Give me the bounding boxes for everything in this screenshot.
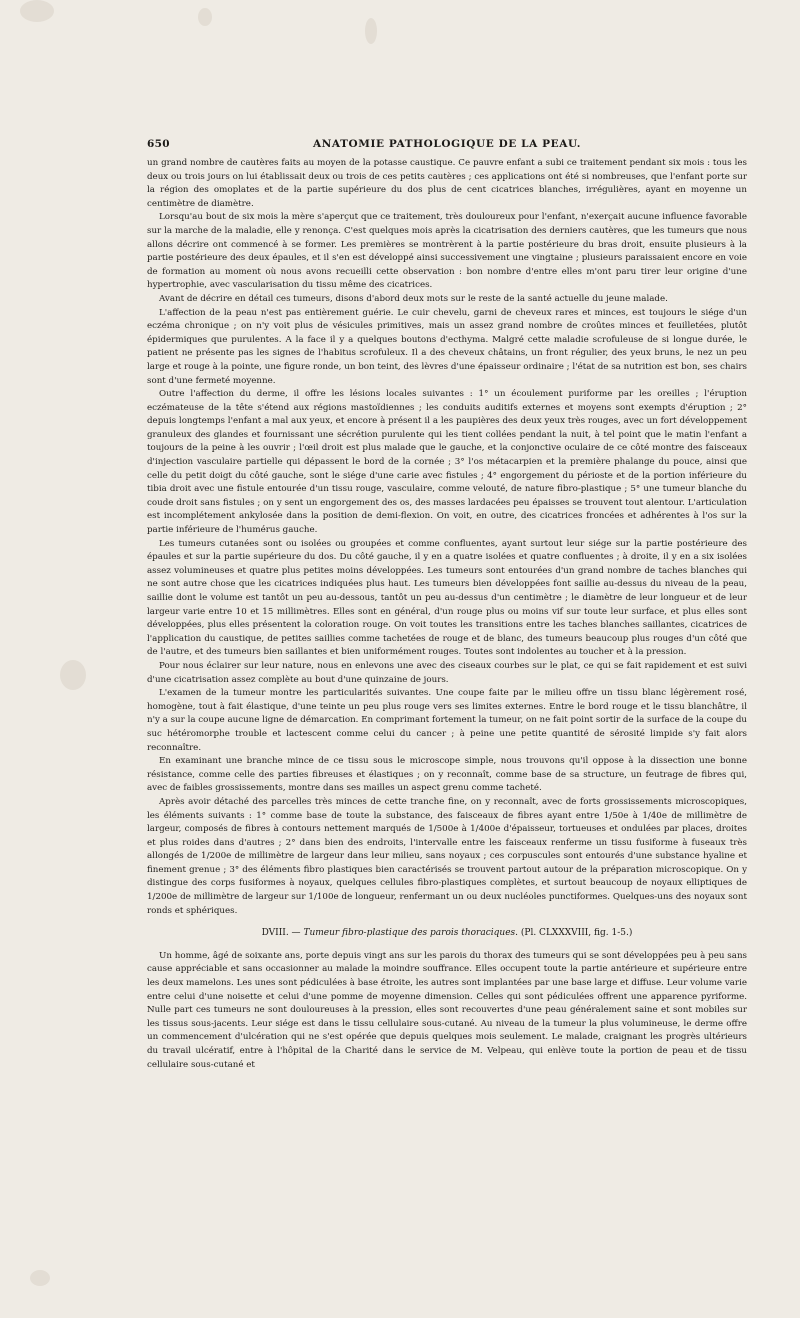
body-text: [147, 157, 747, 1117]
running-title: ANATOMIE PATHOLOGIQUE DE LA PEAU.: [312, 138, 582, 150]
section-heading: [147, 927, 747, 941]
paper-stain: [198, 8, 212, 26]
paper-stain: [60, 660, 86, 690]
paragraph: un grand nombre de cautères faits au moyen de la potasse caustique. Ce pauvre enfant a subi ce traitement pendant six mois : tous les deux ou trois jours on lui établissait deux ou trois de ces petits cautères ; ces applications ont été si nombreuses, que l'enfant porte sur la région des omoplates et de la partie supérieure du dos plus de cent cicatrices blanches, irrégulières, ayant en moyenne un centimètre de diamètre.: [147, 158, 747, 209]
paragraph: Un homme, âgé de soixante ans, porte depuis vingt ans sur les parois du thorax des tumeurs qui se sont développées peu à peu sans cause appréciable et sans occasionner au malade la moindre souffrance. Elles occupent toute la partie antérieure et supérieure entre les deux mamelons. Les unes sont pédiculées à base étroite, les autres sont implantées par une base large et diffuse. Leur volume varie entre celui d'une noisette et celui d'une pomme de moyenne dimension. Celles qui sont pédiculées offrent une apparence pyriforme. Nulle part ces tumeurs ne sont douloureuses à la pression, elles sont recouvertes d'une peau généralement saine et sont mobiles sur les tissus sous-jacents. Leur siége est dans le tissu cellulaire sous-cutané. Au niveau de la tumeur la plus volumineuse, le derme offre un commencement d'ulcération qui ne s'est opérée que depuis quelques mois seulement. Le malade, craignant les progrès ultérieurs du travail ulcératif, entre à l'hôpital de la Charité dans le service de M. Velpeau, qui enlève toute la portion de peau et de tissu cellulaire sous-cutané et: [147, 950, 747, 1070]
paragraph: L'affection de la peau n'est pas entièrement guérie. Le cuir chevelu, garni de cheveux rares et minces, est toujours le siége d'un eczéma chronique ; on n'y voit plus de vésicules primitives, mais un assez grand nombre de croûtes minces et feuilletées, plutôt épidermiques que purulentes. A la face il y a quelques boutons d'ecthyma. Malgré cette maladie scrofuleuse de si longue durée, le patient ne présente pas les signes de l'habitus scrofuleux. Il a des cheveux châtains, un front régulier, des yeux bruns, le nez un peu large et rouge à la pointe, une figure ronde, un bon teint, des lèvres d'une épaisseur ordinaire ; l'état de sa nutrition est bon, ses chairs sont d'une fermeté moyenne.: [147, 307, 747, 386]
paragraph: L'examen de la tumeur montre les particularités suivantes. Une coupe faite par le milieu offre un tissu blanc légèrement rosé, homogène, tout à fait élastique, d'une teinte un peu plus rouge vers ses limites externes. Entre le bord rouge et le tissu blanchâtre, il n'y a sur la coupe aucune ligne de démarcation. En comprimant fortement la tumeur, on ne fait point sortir de la surface de la coupe du suc hétéromorphe trouble et lactescent comme celui du cancer ; à peine une petite quantité de sérosité limpide s'y fait alors reconnaître.: [147, 688, 747, 753]
paragraph: Après avoir détaché des parcelles très minces de cette tranche fine, on y reconnaît, avec de forts grossissements microscopiques, les éléments suivants : 1° comme base de toute la substance, des faisceaux de fibres ayant entre 1/50e à 1/40e de millimètre de largeur, composés de fibres à contours nettement marqués de 1/500e à 1/400e d'épaisseur, tortueuses et ondulées par places, droites et plus roides dans d'autres ; 2° dans bien des endroits, l'intervalle entre les faisceaux renferme un tissu fusiforme à fuseaux très allongés de 1/200e de millimètre de largeur dans leur milieu, sans noyaux ; ces corpuscules sont entourés d'une substance hyaline et finement grenue ; 3° des éléments fibro plastiques bien caractérisés se trouvent partout autour de la préparation microscopique. On y distingue des corps fusiformes à noyaux, quelques cellules fibro-plastiques complètes, et surtout beaucoup de noyaux elliptiques de 1/200e de millimètre de largeur sur 1/100e de longueur, renfermant un ou deux nucléoles punctiformes. Quelques-uns des noyaux sont ronds et sphériques.: [147, 796, 747, 916]
section-title: Tumeur fibro-plastique des parois thoraciques.: [303, 928, 519, 939]
paper-stain: [20, 0, 54, 22]
paragraph: Outre l'affection du derme, il offre les lésions locales suivantes : 1° un écoulement puriforme par les oreilles ; l'éruption eczémateuse de la tête s'étend aux régions mastoïdiennes ; les conduits auditifs externes et moyens sont exempts d'éruption ; 2° depuis longtemps l'enfant a mal aux yeux, et encore à présent il a les paupières des deux yeux très rouges, avec un fort développement granuleux des glandes et fournissant une sécrétion purulente qui les tient collées pendant la nuit, à tel point que le matin l'enfant a toujours de la peine à les ouvrir ; l'œil droit est plus malade que le gauche, et la conjonctive oculaire de ce côté montre des faisceaux d'injection vasculaire partielle qui dépassent le bord de la cornée ; 3° l'os métacarpien et la première phalange du pouce, ainsi que celle du petit doigt du côté gauche, sont le siége d'une carie avec fistules ; 4° engorgement du périoste et de la portion inférieure du tibia droit avec une fistule entourée d'un tissu rouge, vasculaire, comme velouté, de nature fibro-plastique ; 5° une tumeur blanche du coude droit sans fistules ; on y sent un engorgement des os, des masses lardacées peu épaisses se trouvent tout alentour. L'articulation est incomplétement ankylosée dans la position de demi-flexion. On voit, en outre, des cicatrices froncées et adhérentes à l'os sur la partie inférieure de l'humérus gauche.: [147, 389, 747, 536]
page-header: [147, 138, 747, 154]
section-number: DVIII. —: [261, 928, 301, 939]
page-number: 650: [147, 138, 170, 150]
paragraph: Pour nous éclairer sur leur nature, nous en enlevons une avec des ciseaux courbes sur le plat, ce qui se fait rapidement et est suivi d'une cicatrisation assez complète au bout d'une quinzaine de jours.: [147, 660, 747, 685]
paragraph: Avant de décrire en détail ces tumeurs, disons d'abord deux mots sur le reste de la santé actuelle du jeune malade.: [159, 293, 668, 304]
paper-stain: [365, 18, 377, 44]
paragraph: Lorsqu'au bout de six mois la mère s'aperçut que ce traitement, très douloureux pour l'enfant, n'exerçait aucune influence favorable sur la marche de la maladie, elle y renonça. C'est quelques mois après la cicatrisation des derniers cautères, que les tumeurs que nous allons décrire ont commencé à se former. Les premières se montrèrent à la partie postérieure du bras droit, ensuite plusieurs à la partie postérieure des deux épaules, et il s'en est développé ainsi successivement une vingtaine ; plusieurs paraissaient encore en voie de formation au moment où nous avons recueilli cette observation : bon nombre d'entre elles m'ont paru tirer leur origine d'une hypertrophie, avec vascularisation du tissu même des cicatrices.: [147, 212, 747, 291]
paper-stain: [30, 1270, 50, 1286]
paragraph: En examinant une branche mince de ce tissu sous le microscope simple, nous trouvons qu'il oppose à la dissection une bonne résistance, comme celle des parties fibreuses et élastiques ; on y reconnaît, comme base de sa structure, un feutrage de fibres qui, avec de faibles grossissements, montre dans ses mailles un aspect grenu comme tacheté.: [147, 756, 747, 794]
plate-reference: (Pl. CLXXXVIII, fig. 1-5.): [520, 928, 633, 939]
paragraph: Les tumeurs cutanées sont ou isolées ou groupées et comme confluentes, ayant surtout leur siége sur la partie postérieure des épaules et sur la partie supérieure du dos. Du côté gauche, il y en a quatre isolées et quatre confluentes ; à droite, il y en a six isolées assez volumineuses et quatre plus petites moins développées. Les tumeurs sont entourées d'un grand nombre de taches blanches qui ne sont autre chose que les cicatrices indiquées plus haut. Les tumeurs bien développées font saillie au-dessus du niveau de la peau, saillie dont le volume est tantôt un peu au-dessous, tantôt un peu au-dessus d'un centimètre ; le diamètre de leur longueur et de leur largeur varie entre 10 et 15 millimètres. Elles sont en général, d'un rouge plus ou moins vif sur toute leur surface, et plus elles sont développées, plus elles présentent la coloration rouge. On voit toutes les transitions entre les taches blanches saillantes, cicatrices de l'application du caustique, de petites saillies comme tachetées de rouge et de blanc, des tumeurs beaucoup plus rouges d'un côté que de l'autre, et des tumeurs bien saillantes et bien uniformément rouges. Toutes sont indolentes au toucher et à la pression.: [147, 538, 747, 658]
